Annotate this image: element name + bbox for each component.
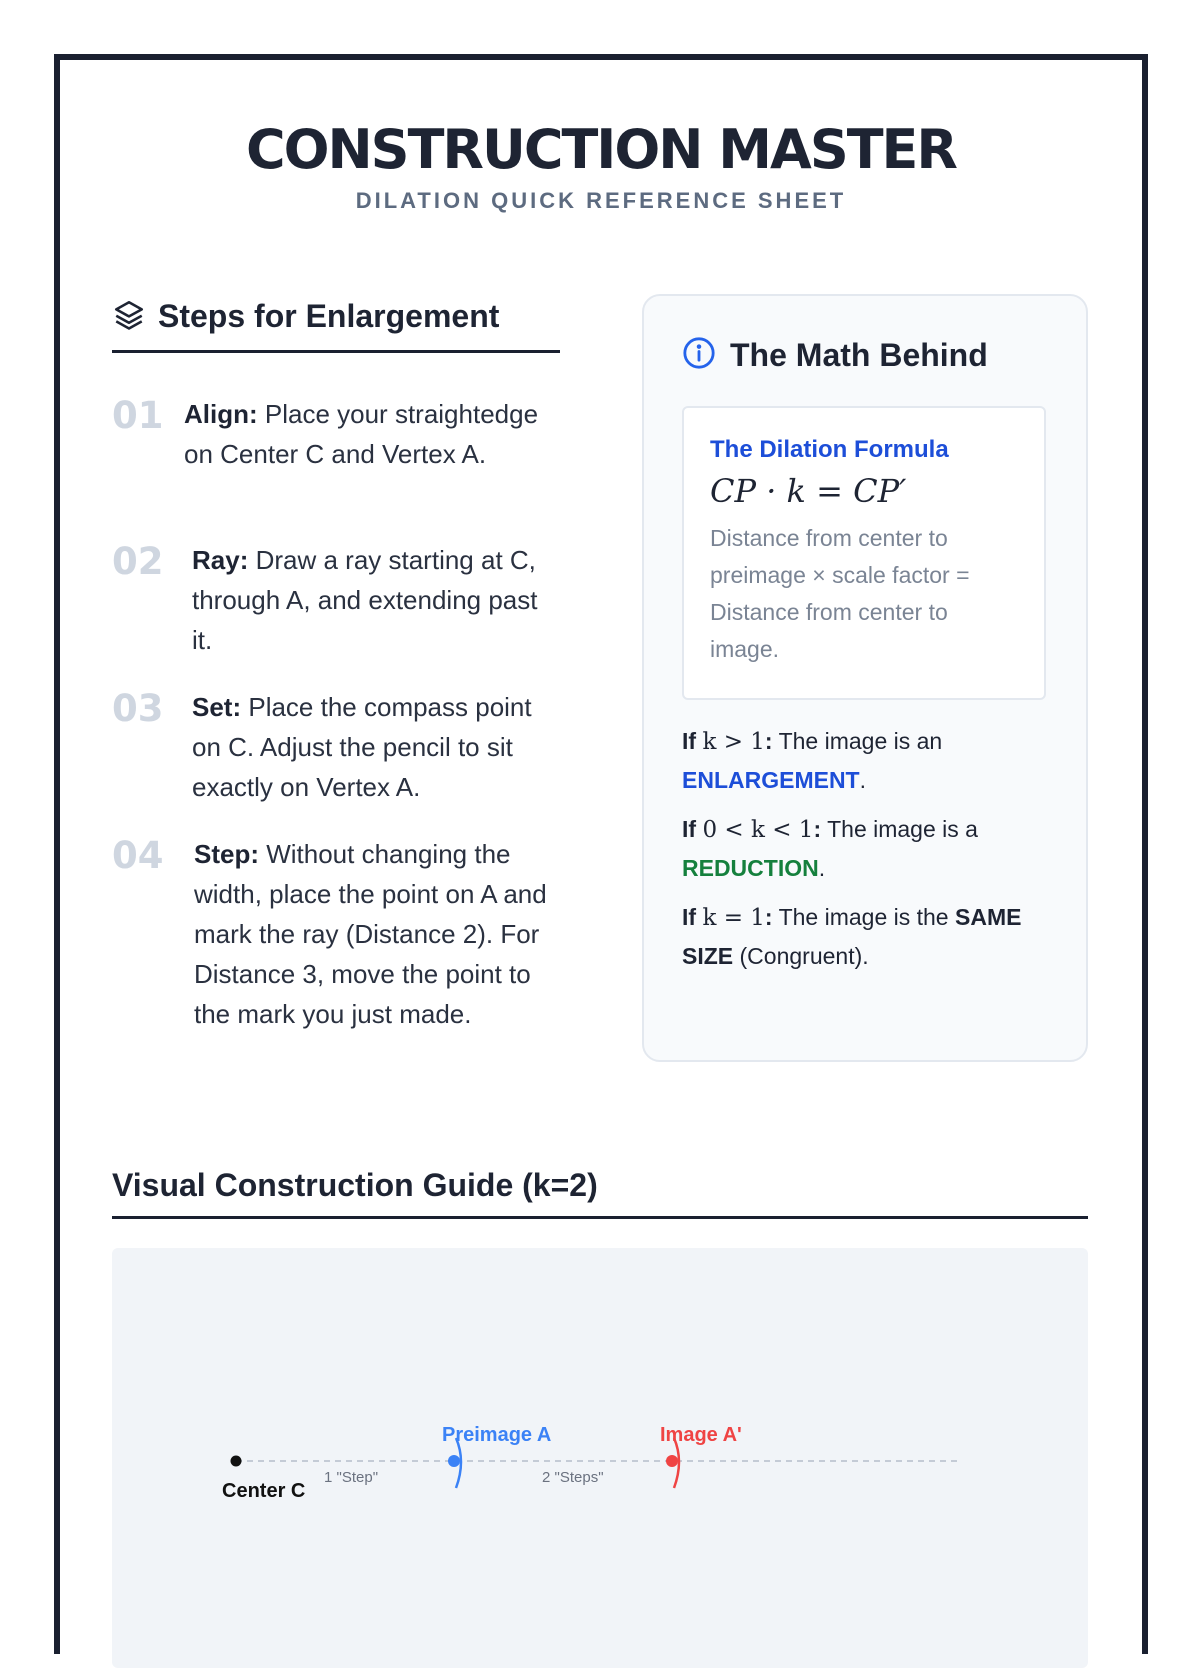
rule-same-size: If k = 1: The image is the SAME SIZE (Congruent). [682,904,1022,969]
guide-heading: Visual Construction Guide (k=2) [112,1164,1088,1219]
preimage-point [448,1455,460,1467]
step-item [112,394,560,474]
rule-reduction: If 0 < k < 1: The image is a REDUCTION. [682,816,978,881]
steps-heading: Steps for Enlargement [158,298,500,334]
step-description: Place your straightedge on Center C and Vertex A. [184,399,539,469]
step-text [192,540,560,660]
step-text [184,394,560,474]
step-description: Without changing the width, place the point on A and mark the ray (Distance 2). For Distance 3, move the point to the mark you just made. [194,839,547,1029]
step-item [112,834,560,1034]
rule-condition: 0 < k < 1 [702,817,814,843]
math-panel [642,294,1088,1062]
step-number: 01 [112,394,164,437]
step-item [112,687,560,807]
step-text [194,834,560,1034]
preimage-label: Preimage A [442,1424,552,1446]
rule-condition: k = 1 [702,905,765,931]
rule-enlargement: If k > 1: The image is an ENLARGEMENT. [682,728,943,793]
formula-label: The Dilation Formula [710,436,949,463]
rule-result: ENLARGEMENT [682,767,860,793]
step-number: 04 [112,834,164,877]
reference-sheet [54,54,1148,1654]
rule-result: REDUCTION [682,855,819,881]
step-description: Draw a ray starting at C, through A, and extending past it. [192,545,538,655]
formula-description: Distance from center to preimage × scale factor = Distance from center to image. [710,525,970,662]
rule-condition: k > 1 [702,729,765,755]
page-title: CONSTRUCTION MASTER [245,118,957,181]
image-label: Image A' [660,1424,742,1446]
dilation-formula: CP · k = CP′ [710,472,907,510]
math-heading: The Math Behind [730,337,988,373]
step-number: 02 [112,540,164,583]
info-icon [682,336,716,375]
rule-result: SAME SIZE [682,904,1022,969]
step-text [192,687,560,807]
image-point [666,1455,678,1467]
step1-label: 1 "Step" [324,1469,379,1486]
construction-diagram [112,1248,1088,1668]
step-description: Place the compass point on C. Adjust the pencil to sit exactly on Vertex A. [192,692,532,802]
steps-section-header [112,298,560,353]
step-number: 03 [112,687,164,730]
formula-card [682,406,1046,700]
step2-label: 2 "Steps" [542,1469,604,1486]
math-panel-header [682,336,988,375]
step-item [112,540,560,660]
step-label: Align: [184,399,258,429]
layers-icon [112,298,146,337]
page-subtitle: DILATION QUICK REFERENCE SHEET [355,188,847,213]
step-label: Ray: [192,545,249,575]
center-label: Center C [222,1480,306,1502]
step-label: Step: [194,839,259,869]
construction-canvas [112,1248,1088,1668]
step-label: Set: [192,692,242,722]
center-point [231,1456,242,1467]
